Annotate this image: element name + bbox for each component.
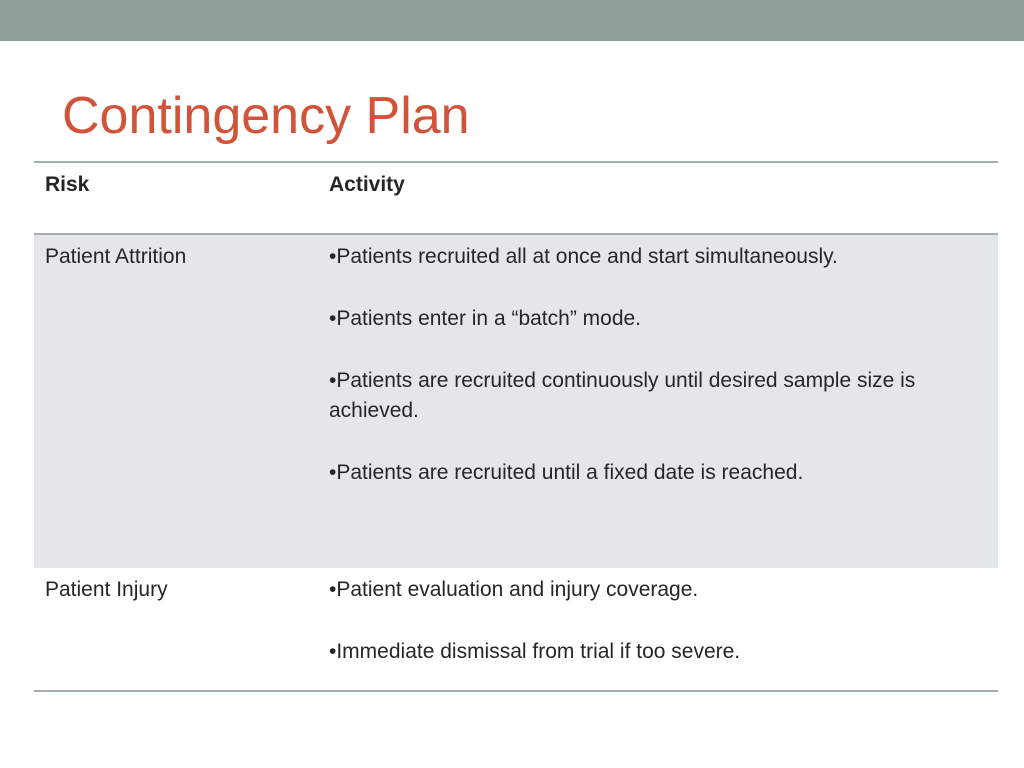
risk-cell: Patient Injury [45,578,168,601]
activity-item: •Patients are recruited until a fixed date is reached. [329,461,804,484]
activity-item: •Immediate dismissal from trial if too severe. [329,640,741,663]
activity-cell [318,568,998,691]
header-activity: Activity [329,173,405,196]
activity-item: •Patients are recruited continuously until desired sample size is achieved. [329,369,916,422]
table-row [34,234,998,568]
top-accent-bar [0,0,1024,41]
table-header-row [34,162,998,234]
slide-title: Contingency Plan [62,87,470,145]
table-row [34,568,998,691]
risk-cell: Patient Attrition [45,245,187,268]
header-risk: Risk [45,173,90,196]
activity-cell [318,234,998,568]
activity-item: •Patients enter in a “batch” mode. [329,307,642,330]
activity-item: •Patients recruited all at once and start simultaneously. [329,245,838,268]
contingency-table [34,161,998,692]
activity-item: •Patient evaluation and injury coverage. [329,578,699,601]
